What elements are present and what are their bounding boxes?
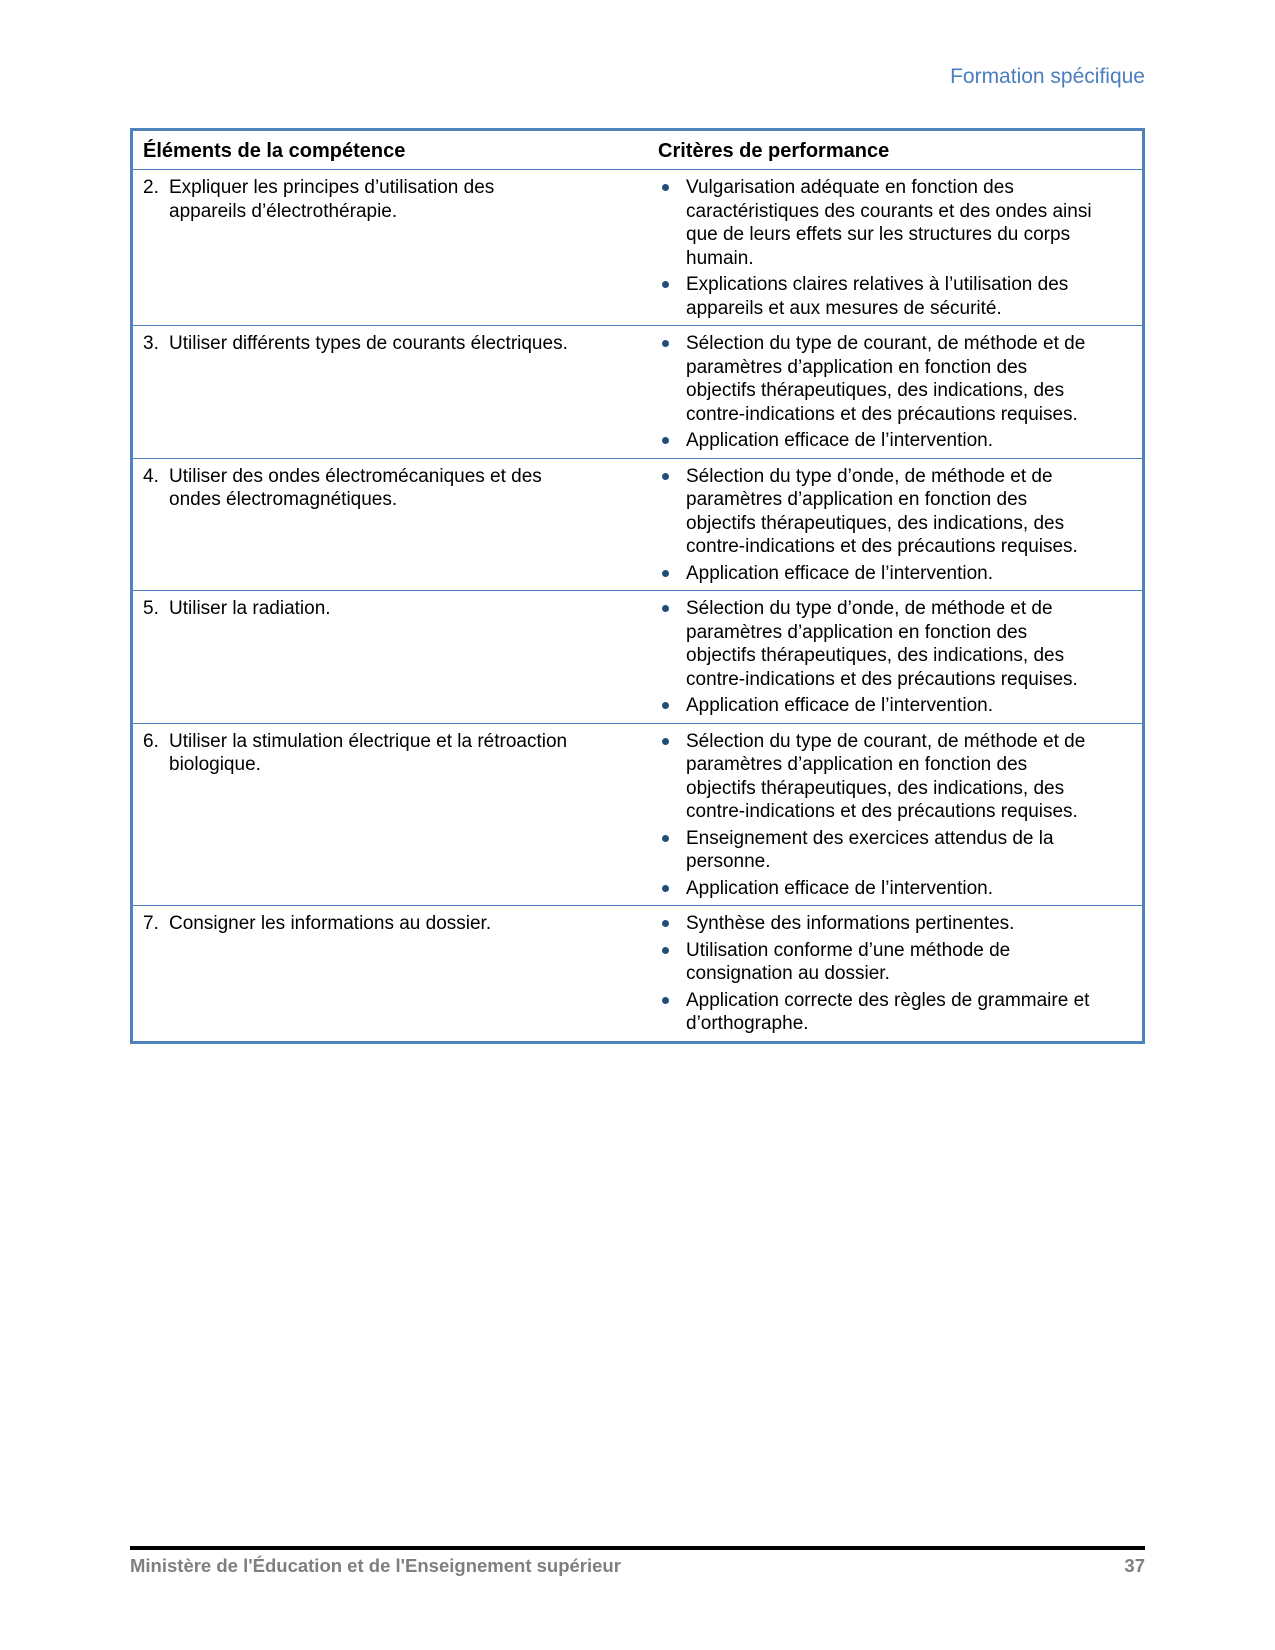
criterion-text [686, 332, 1085, 426]
criterion-item [648, 176, 1134, 270]
element-text [169, 332, 568, 453]
text-line: appareils d’électrothérapie. [169, 200, 398, 222]
criterion-text [686, 176, 1092, 270]
criteria-cell [648, 170, 1142, 325]
text-line: humain. [686, 247, 754, 269]
bullet-icon [648, 730, 686, 824]
criterion-item [648, 562, 1134, 586]
text-line: Utiliser la stimulation électrique et la rétroaction [169, 730, 568, 752]
text-line: paramètres d’application en fonction des [686, 489, 1028, 510]
element-text [169, 912, 491, 1036]
text-line: paramètres d’application en fonction des [686, 621, 1028, 643]
criterion-text [686, 827, 1054, 874]
text-line: d’orthographe. [686, 1013, 809, 1034]
criterion-item [648, 597, 1134, 691]
competency-table [130, 128, 1145, 1044]
text-line: Synthèse des informations pertinentes. [686, 913, 1015, 934]
text-line: contre-indications et des précautions requises. [686, 801, 1078, 822]
criterion-item [648, 465, 1134, 559]
criterion-item [648, 694, 1134, 718]
criterion-item [648, 332, 1134, 426]
text-line: Application correcte des règles de grammaire et [686, 989, 1090, 1011]
bullet-icon [648, 939, 686, 986]
text-line: Application efficace de l’intervention. [686, 430, 994, 451]
running-header-label: Formation spécifique [950, 65, 1145, 88]
criterion-item [648, 989, 1134, 1036]
element-number: 6. [143, 730, 159, 752]
element-cell [133, 906, 648, 1041]
text-line: Application efficace de l’intervention. [686, 877, 994, 899]
column-header-elements: Éléments de la compétence [143, 140, 406, 162]
criteria-cell [648, 724, 1142, 906]
bullet-icon [648, 429, 686, 453]
footer-line [130, 1554, 1145, 1577]
text-line: Utilisation conforme d’une méthode de [686, 939, 1011, 961]
criterion-text [686, 730, 1085, 824]
page-footer [130, 1546, 1145, 1577]
text-line: Enseignement des exercices attendus de la [686, 827, 1054, 849]
text-line: Utiliser des ondes électromécaniques et des [169, 465, 542, 487]
criterion-text [686, 465, 1078, 559]
criterion-text [686, 429, 993, 453]
text-line: contre-indications et des précautions requises. [686, 403, 1078, 425]
bullet-icon [648, 877, 686, 901]
text-line: paramètres d’application en fonction des [686, 356, 1028, 378]
element-number: 3. [143, 333, 159, 354]
text-line: contre-indications et des précautions requises. [686, 668, 1078, 690]
element-text [169, 597, 331, 718]
table-row [133, 458, 1142, 591]
criterion-item [648, 912, 1134, 936]
bullet-icon [648, 597, 686, 691]
table-header-row [133, 131, 1142, 170]
element-text [169, 730, 567, 901]
text-line: consignation au dossier. [686, 963, 890, 984]
element-number: 7. [143, 913, 159, 934]
element-number: 5. [143, 598, 159, 619]
text-line: Utiliser différents types de courants électriques. [169, 333, 568, 354]
text-line: que de leurs effets sur les structures du corps [686, 224, 1071, 245]
bullet-icon [648, 273, 686, 320]
criterion-text [686, 273, 1068, 320]
footer-rule [130, 1546, 1145, 1550]
table-row [133, 590, 1142, 723]
element-number: 4. [143, 465, 159, 487]
text-line: Sélection du type d’onde, de méthode et de [686, 598, 1053, 619]
text-line: paramètres d’application en fonction des [686, 754, 1028, 775]
criterion-item [648, 877, 1134, 901]
text-line: Sélection du type de courant, de méthode et de [686, 333, 1086, 354]
table-body [133, 170, 1142, 1041]
text-line: Consigner les informations au dossier. [169, 913, 492, 934]
element-cell [133, 170, 648, 325]
text-line: objectifs thérapeutiques, des indications, des [686, 777, 1065, 799]
text-line: Sélection du type de courant, de méthode et de [686, 730, 1086, 752]
criterion-item [648, 273, 1134, 320]
table-row [133, 325, 1142, 458]
column-header-criteria: Critères de performance [658, 140, 890, 162]
element-cell [133, 459, 648, 591]
table-row [133, 723, 1142, 906]
criterion-text [686, 597, 1078, 691]
text-line: Utiliser la radiation. [169, 598, 331, 619]
criterion-item [648, 827, 1134, 874]
text-line: biologique. [169, 754, 261, 775]
text-line: personne. [686, 851, 771, 872]
bullet-icon [648, 827, 686, 874]
element-text [169, 176, 494, 320]
table-row [133, 170, 1142, 325]
criteria-cell [648, 459, 1142, 591]
element-cell [133, 724, 648, 906]
text-line: Application efficace de l’intervention. [686, 562, 994, 584]
text-line: contre-indications et des précautions requises. [686, 536, 1078, 557]
element-text [169, 465, 542, 586]
text-line: objectifs thérapeutiques, des indications, des [686, 380, 1065, 401]
criterion-text [686, 912, 1014, 936]
table-row [133, 905, 1142, 1041]
criteria-cell [648, 591, 1142, 723]
criterion-item [648, 939, 1134, 986]
element-number: 2. [143, 177, 159, 198]
running-header [130, 64, 1145, 90]
criterion-item [648, 429, 1134, 453]
footer-ministry: Ministère de l'Éducation et de l'Enseignement supérieur [130, 1555, 621, 1576]
text-line: objectifs thérapeutiques, des indications, des [686, 645, 1065, 666]
text-line: Application efficace de l’intervention. [686, 695, 994, 716]
bullet-icon [648, 332, 686, 426]
criteria-cell [648, 906, 1142, 1041]
criterion-text [686, 989, 1089, 1036]
criterion-text [686, 877, 993, 901]
criterion-text [686, 939, 1010, 986]
element-cell [133, 591, 648, 723]
text-line: Sélection du type d’onde, de méthode et de [686, 465, 1053, 487]
text-line: ondes électromagnétiques. [169, 489, 398, 510]
text-line: Explications claires relatives à l’utilisation des [686, 274, 1069, 295]
text-line: Vulgarisation adéquate en fonction des [686, 177, 1014, 198]
bullet-icon [648, 694, 686, 718]
element-cell [133, 326, 648, 458]
bullet-icon [648, 465, 686, 559]
criterion-text [686, 694, 993, 718]
bullet-icon [648, 562, 686, 586]
bullet-icon [648, 176, 686, 270]
criteria-cell [648, 326, 1142, 458]
text-line: caractéristiques des courants et des ondes ainsi [686, 200, 1092, 222]
text-line: appareils et aux mesures de sécurité. [686, 297, 1002, 319]
bullet-icon [648, 912, 686, 936]
bullet-icon [648, 989, 686, 1036]
criterion-item [648, 730, 1134, 824]
criterion-text [686, 562, 993, 586]
text-line: Expliquer les principes d’utilisation des [169, 177, 495, 198]
footer-page-number: 37 [1124, 1555, 1145, 1576]
text-line: objectifs thérapeutiques, des indications, des [686, 512, 1065, 534]
